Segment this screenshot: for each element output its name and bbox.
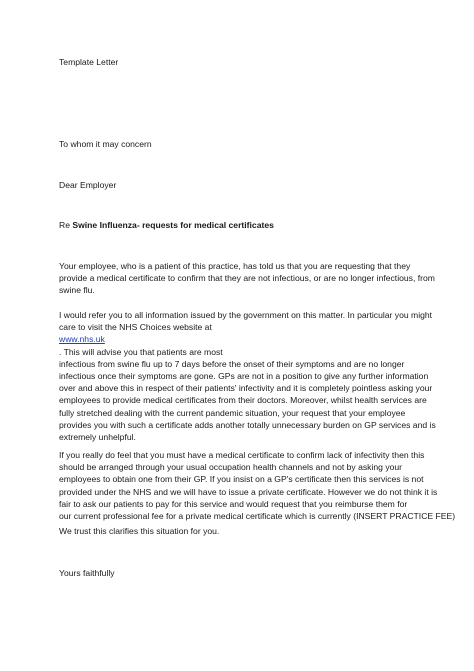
paragraph-3-line: fair to ask our patients to pay for this service and would request that you reimburse them for (59, 498, 408, 509)
paragraph-2-line: provides you with such a certificate adds another totally unnecessary burden on GP services and is (59, 419, 436, 430)
paragraph-3-line: employees to obtain one from their GP. If you insist on a GP's certificate then this services is not (59, 474, 424, 485)
paragraph-1-line: Your employee, who is a patient of this practice, has told us that you are requesting that they (59, 261, 411, 271)
subject-line (59, 219, 274, 231)
subject-prefix: Re (59, 220, 73, 230)
paragraph-2-text: care to visit the NHS Choices website at (59, 322, 212, 333)
paragraph-2-line: infectious once their symptoms are gone. GPs are not in a position to give any further information (59, 371, 429, 382)
paragraph-2-line: I would refer you to all information issued by the government on this matter. In particular you might (59, 310, 433, 320)
paragraph-3-line: our current professional fee for a private medical certificate which is currently (INSERT PRACTICE FEE) (59, 511, 456, 522)
paragraph-3-line: should be arranged through your usual occupation health channels and not by asking your (59, 462, 403, 473)
subject-title: Swine Influenza- requests for medical certificates (72, 220, 274, 230)
paragraph-2-line (59, 321, 421, 358)
paragraph-2-line: employees to provide medical certificates from their doctors. Moreover, whilst health services are (59, 395, 427, 406)
paragraph-1 (59, 260, 435, 297)
closing-line: We trust this clarifies this situation for you. (59, 526, 220, 536)
paragraph-2-line: infectious from swine flu up to 7 days before the onset of their symptoms and are no longer (59, 358, 405, 369)
paragraph-2-line: over and above this in respect of their patients' infectivity and it is completely pointless asking your (59, 383, 433, 394)
letter-header: Template Letter (59, 57, 119, 67)
paragraph-2-line: extremely unhelpful. (59, 432, 136, 443)
salutation: Dear Employer (59, 180, 117, 190)
paragraph-2 (59, 309, 436, 443)
paragraph-3 (59, 449, 456, 522)
paragraph-3-line: If you really do feel that you must have a medical certificate to confirm lack of infectivity then this (59, 450, 425, 460)
paragraph-2-text: . This will advise you that patients are most (59, 346, 223, 357)
paragraph-1-line: swine flu. (59, 285, 95, 296)
recipient-line: To whom it may concern (59, 139, 152, 149)
paragraph-2-line: fully stretched dealing with the current pandemic situation, your request that your employee (59, 407, 406, 418)
signoff: Yours faithfully (59, 568, 115, 578)
paragraph-1-line: provide a medical certificate to confirm that they are not infectious, or are no longer infectious, from (59, 273, 435, 284)
paragraph-3-line: provided under the NHS and we will have to issue a private certificate. However we do not think it is (59, 486, 438, 497)
nhs-website-link[interactable]: www.nhs.uk (59, 334, 105, 345)
